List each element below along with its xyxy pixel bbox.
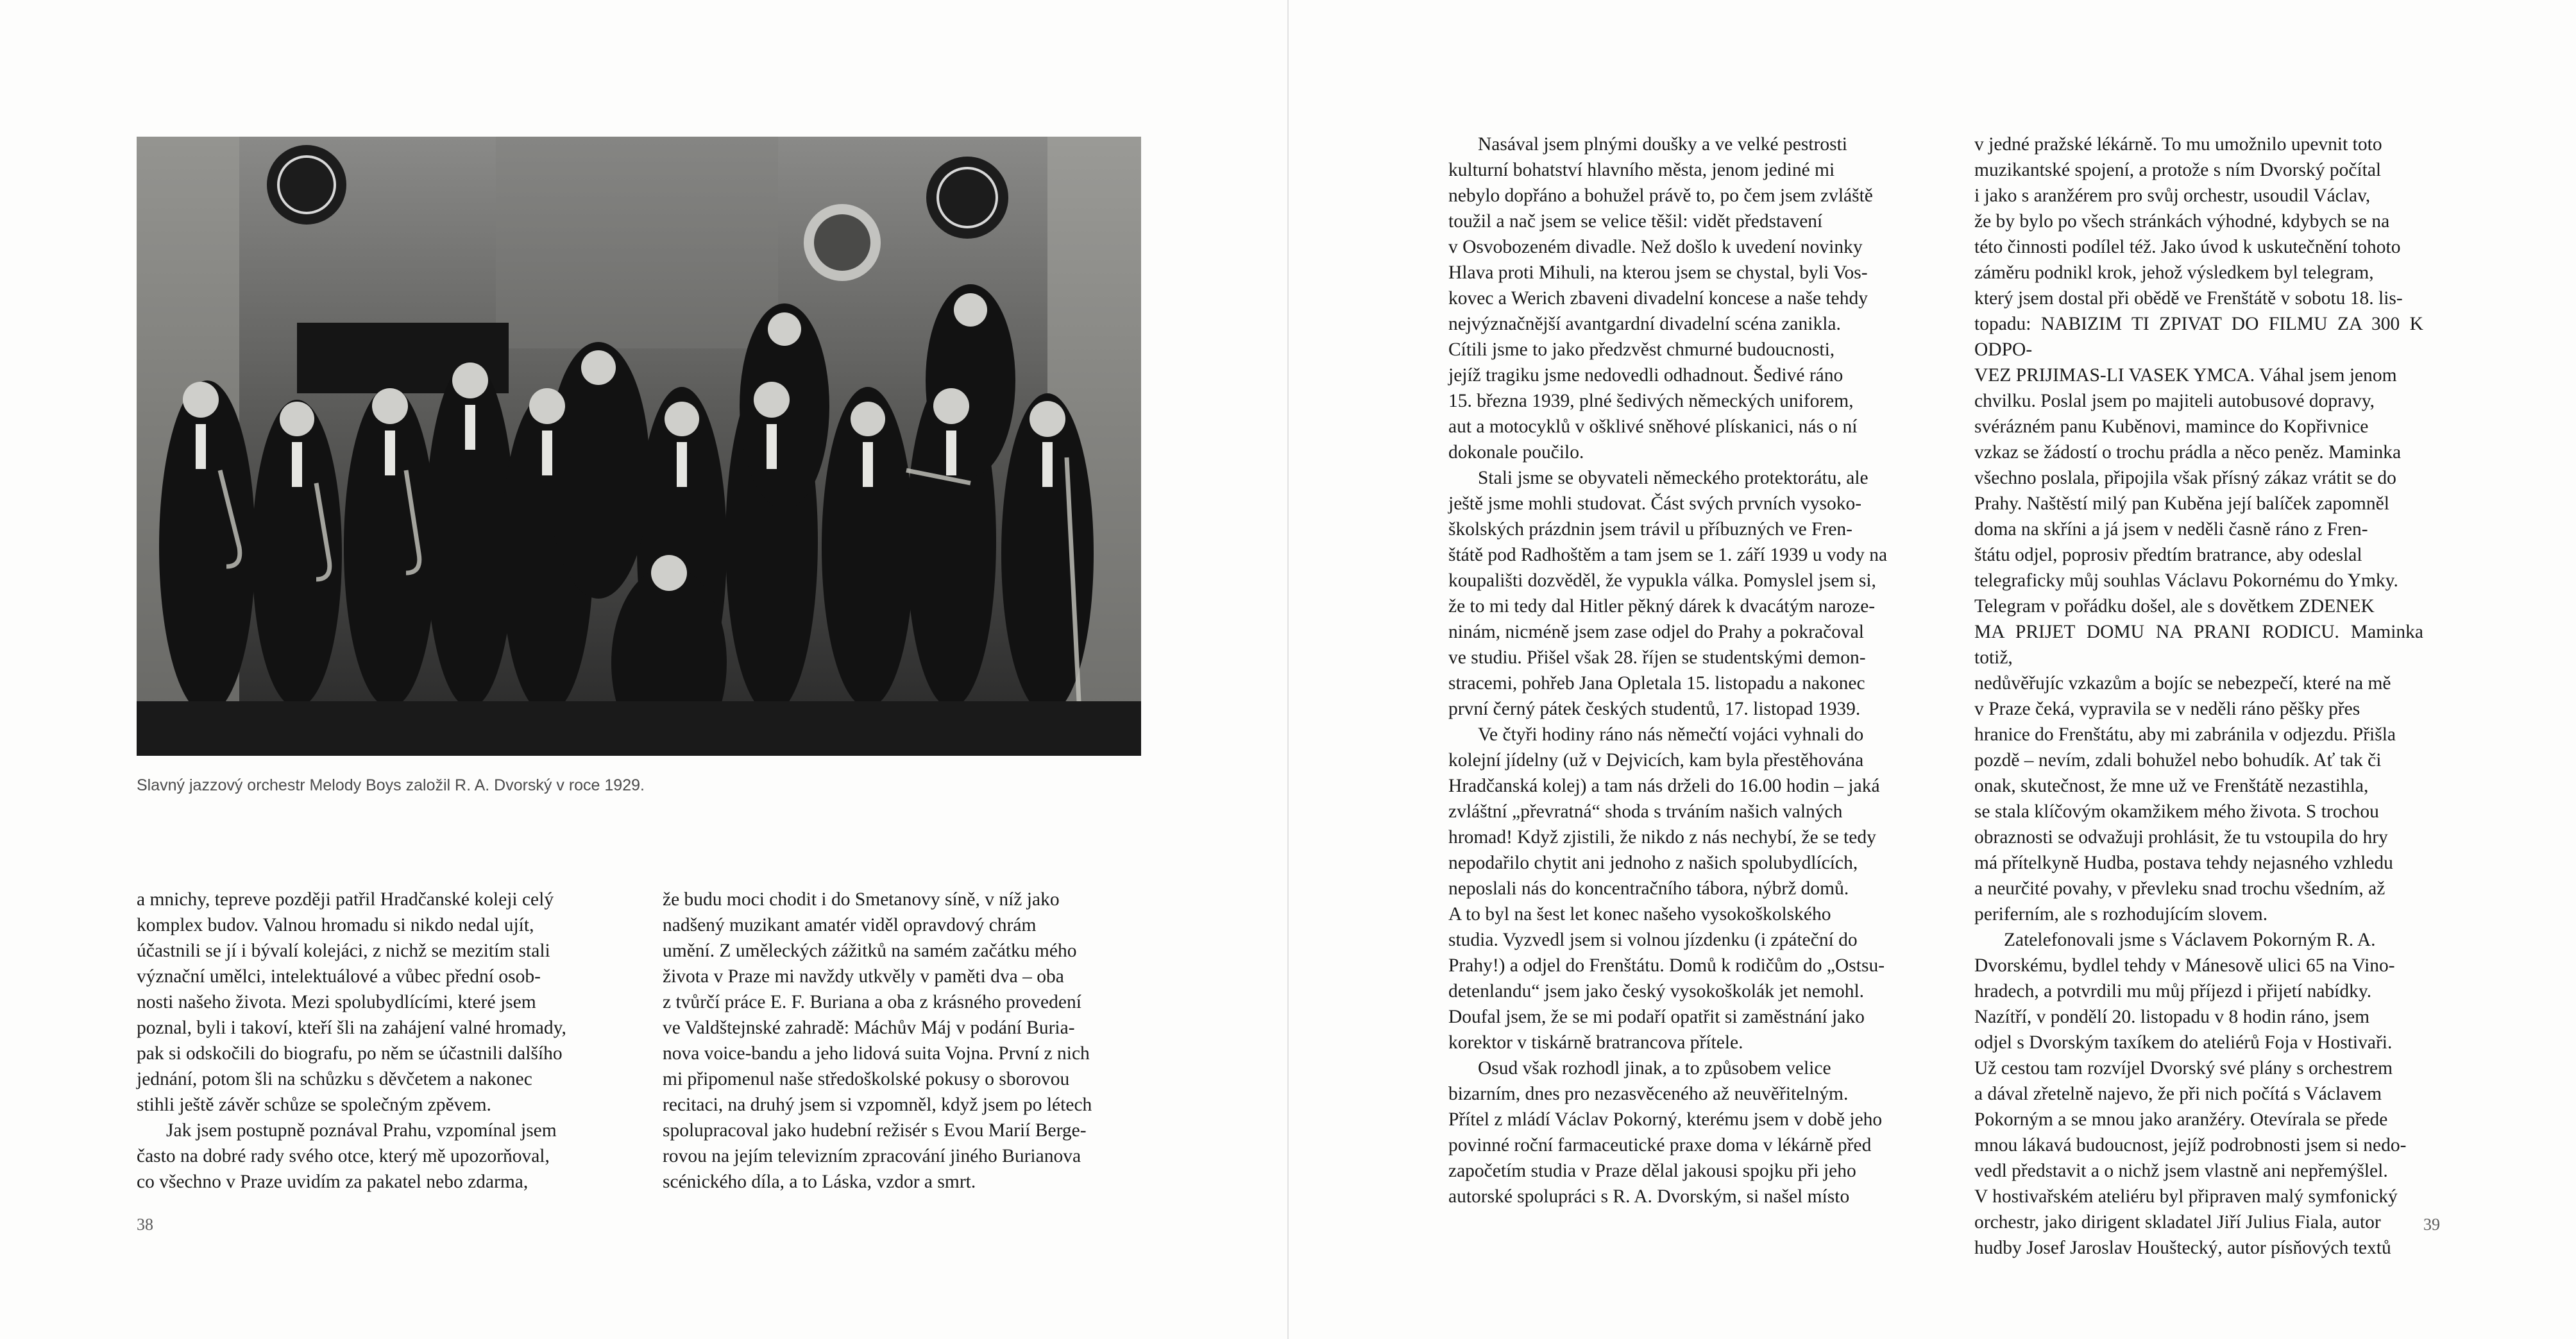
paragraph: Nasával jsem plnými doušky a ve velké pestrosti kulturní bohatství hlavního města, jenom jediné mi nebylo dopřáno a bohužel právě to, po čem jsem zvláště toužil a nač jsem se velice těšil: vidět představení v Osvobozeném divadle. Než došlo k uvedení novinky Hlava proti Mihuli, na kterou jsem se chystal, byli Vos- kovec a Werich zbaveni divadelní koncese a naše tehdy nejvýznačnější avantgardní divadelní scéna zanikla. Cítili jsme to jako předzvěst chmurné budoucnosti, jejíž tragiku jsme nedovedli odhadnout. Šedivé ráno 15. března 1939, plné šedivých německých uniforem, aut a motocyklů v ošklivé sněhové plískanici, nás o ní dokonale poučilo. xyxy=(1448,134,1873,463)
paragraph: Jak jsem postupně poznával Prahu, vzpomínal jsem často na dobré rady svého otce, který mě upozorňoval, co všechno v Praze uvidím za pakatel nebo zdarma, xyxy=(137,1120,557,1192)
paragraph: Osud však rozhodl jinak, a to způsobem velice bizarním, dnes pro nezasvěceného až neuvěřitelným. Přítel z mládí Václav Pokorný, kterému jsem v době jeho povinné roční farmaceutické praxe doma v lékárně před započetím studia v Praze dělal jakousi spojku při jeho autorské spolupráci s R. A. Dvorským, si našel místo xyxy=(1448,1058,1883,1207)
left-page xyxy=(0,0,1287,1339)
paragraph: Stali jsme se obyvateli německého protektorátu, ale ještě jsme mohli studovat. Část svých prvních vysoko- školských prázdnin jsem trávil u příbuzných ve Fren- štátě pod Radhoštěm a tam jsem se 1. září 1939 u vody na koupališti dozvěděl, že vypukla válka. Pomyslel jsem si, že to mi tedy dal Hitler pěkný dárek k dvacátým naroze- ninám, nicméně jsem zase odjel do Prahy a pokračoval ve studiu. Přišel však 28. říjen se studentskými demon- stracemi, pohřeb Jana Opletala 15. listopadu a nakonec první černý pátek českých studentů, 17. listopad 1939. xyxy=(1448,468,1888,719)
page-number-left: 38 xyxy=(137,1215,153,1234)
photo-caption: Slavný jazzový orchestr Melody Boys založil R. A. Dvorský v roce 1929. xyxy=(137,776,645,794)
paragraph: Ve čtyři hodiny ráno nás němečtí vojáci vyhnali do kolejní jídelny (už v Dejvicích, kam byla přestěhována Hradčanská kolej) a tam nás drželi do 16.00 hodin – jaká zvláštní „převratná“ shoda s trváním našich valných hromad! Když zjistili, že nikdo z nás nechybí, že se tedy nepodařilo chytit ani jednoho z našich spolubydlících, neposlali nás do koncentračního tábora, nýbrž domů. A to byl na šest let konec našeho vysokoškolského studia. Vyzvedl jsem si volnou jízdenku (i zpáteční do Prahy!) a odjel do Frenštátu. Domů k rodičům do „Ostsu- detenlandu“ jsem jako český vysokoškolák jet nemohl. Doufal jsem, že se mi podaří opatřit si zaměstnání jako korektor v tiskárně bratrancova přítele. xyxy=(1448,724,1885,1053)
text-column-2 xyxy=(663,887,1137,1195)
paragraph: že budu moci chodit i do Smetanovy síně, v níž jako nadšený muzikant amatér viděl opravdový chrám umění. Z uměleckých zážitků na samém začátku mého života v Praze mi navždy utkvěly v paměti dva – oba z tvůrčí práce E. F. Buriana a oba z krásného provedení ve Valdštejnské zahradě: Máchův Máj v podání Buria- nova voice-bandu a jeho lidová suita Vojna. První z nich mi připomenul naše středoškolské pokusy o sborovou recitaci, na druhý jsem si vzpomněl, když jsem po létech spolupracoval jako hudební režisér s Evou Marií Berge- rovou na jejím televizním zpracování jiného Burianova scénického díla, a to Láska, vzdor a smrt. xyxy=(663,889,1092,1192)
page-number-right: 39 xyxy=(2423,1215,2440,1234)
paragraph: a mnichy, tepreve později patřil Hradčanské koleji celý komplex budov. Valnou hromadu si nikdo nedal ujít, účastnili se jí i bývalí kolejáci, z nichž se mezitím stali význační umělci, intelektuálové a vůbec přední osob- nosti našeho života. Mezi spolubydlícími, které jsem poznal, byli i takoví, kteří šli na zahájení valné hromady, pak si odskočili do biografu, po něm se účastnili dalšího jednání, potom šli na schůzku s děvčetem a nakonec stihli ještě závěr schůze se společným zpěvem. xyxy=(137,889,566,1115)
right-page xyxy=(1289,0,2576,1339)
paragraph: v jedné pražské lékárně. To mu umožnilo upevnit toto muzikantské spojení, a protože s ním Dvorský počítal i jako s aranžérem pro svůj orchestr, usoudil Václav, že by bylo po všech stránkách výhodné, kdybych se na této činnosti podílel též. Jako úvod k uskutečnění tohoto záměru podnikl krok, jehož výsledkem byl telegram, který jsem dostal při obědě ve Frenštátě v sobotu 18. lis- topadu: NABIZIM TI ZPIVAT DO FILMU ZA 300 K ODPO- VEZ PRIJIMAS-LI VASEK YMCA. Váhal jsem jenom chvilku. Poslal jsem po majiteli autobusové dopravy, svérázném panu Kuběnovi, mamince do Kopřivnice vzkaz se žádostí o trochu prádla a něco peněz. Maminka všechno poslala, připojila však přísný zákaz vrátit se do Prahy. Naštěstí milý pan Kuběna její balíček zapomněl doma na skříni a já jsem v neděli časně ráno z Fren- štátu odjel, poprosiv předtím bratrance, aby odeslal telegraficky můj souhlas Václavu Pokornému do Ymky. Telegram v pořádku došel, ale s dovětkem ZDENEK MA PRIJET DOMU NA PRANI RODICU. Maminka totiž, nedůvěřujíc vzkazům a bojíc se nebezpečí, které na mě v Praze čeká, vypravila se v neděli ráno pěšky přes hranice do Frenštátu, aby mi zabránila v odjezdu. Přišla pozdě – nevím, zdali bohužel nebo bohudík. Ať tak či onak, skutečnost, že mne už ve Frenštátě nezastihla, se stala klíčovým okamžikem mého života. S trochou obraznosti se odvažuji prohlásit, že tu vstoupila do hry má přítelkyně Hudba, postava tehdy nejasného vzhledu a neurčité povahy, v převleku snad trochu všedním, až periferním, ale s rozhodujícím slovem. xyxy=(1974,134,2423,925)
text-column-1 xyxy=(137,887,568,1195)
text-column-4 xyxy=(1974,132,2423,1261)
paragraph: Zatelefonovali jsme s Václavem Pokorným R. A. Dvorskému, bydlel tehdy v Mánesově ulici 65 na Vino- hradech, a potvrdili mu můj příjezd i přijetí nabídky. Nazítří, v pondělí 20. listopadu v 8 hodin ráno, jsem odjel s Dvorským taxíkem do ateliérů Foja v Hostivaři. Už cestou tam rozvíjel Dvorský své plány s orchestrem a dával zřetelně najevo, že při nich počítá s Václavem Pokorným a se mnou jako aranžéry. Otevírala se přede mnou lákavá budoucnost, jejíž podrobnosti jsem si nedo- vedl představit a o nichž jsem vlastně ani nepřemýšlel. V hostivařském ateliéru byl připraven malý symfonický orchestr, jako dirigent skladatel Jiří Julius Fiala, autor hudby Josef Jaroslav Houštecký, autor písňových textů xyxy=(1974,930,2407,1258)
band-photo-icon xyxy=(137,137,1141,756)
text-column-3 xyxy=(1448,132,1897,1209)
